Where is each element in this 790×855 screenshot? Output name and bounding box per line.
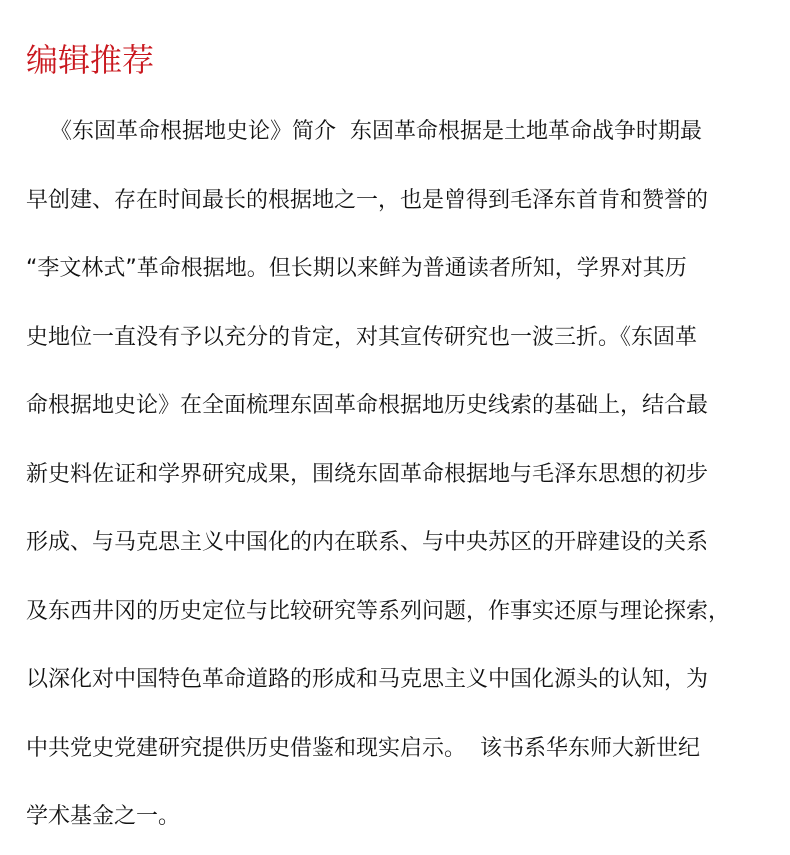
paragraph-line: 史地位一直没有予以充分的肯定，对其宣传研究也一波三折。《东固革 (26, 324, 698, 350)
paragraph-line: 及东西井冈的历史定位与比较研究等系列问题，作事实还原与理论探索， (26, 598, 731, 624)
paragraph-line: 形成、与马克思主义中国化的内在联系、与中央苏区的开辟建设的关系 (26, 530, 709, 555)
paragraph-line: “李文林式”革命根据地。但长期以来鲜为普通读者所知，学界对其历 (26, 256, 687, 281)
paragraph-line: 新史料佐证和学界研究成果，围绕东固革命根据地与毛泽东思想的初步 (26, 461, 709, 487)
paragraph-line: 以深化对中国特色革命道路的形成和马克思主义中国化源头的认知，为 (26, 667, 709, 692)
paragraph-line: 中共党史党建研究提供历史借鉴和现实启示。 该书系华东师大新世纪 (26, 735, 700, 761)
section-heading: 编辑推荐 (26, 41, 155, 79)
paragraph-line: 学术基金之一。 (26, 804, 181, 829)
paragraph-line: 《东固革命根据地史论》简介 东固革命根据是土地革命战争时期最 (50, 119, 702, 144)
article-body (26, 98, 772, 852)
paragraph-line: 命根据地史论》在全面梳理东固革命根据地历史线索的基础上，结合最 (26, 393, 709, 418)
paragraph-line: 早创建、存在时间最长的根据地之一，也是曾得到毛泽东首肯和赞誉的 (26, 187, 709, 213)
